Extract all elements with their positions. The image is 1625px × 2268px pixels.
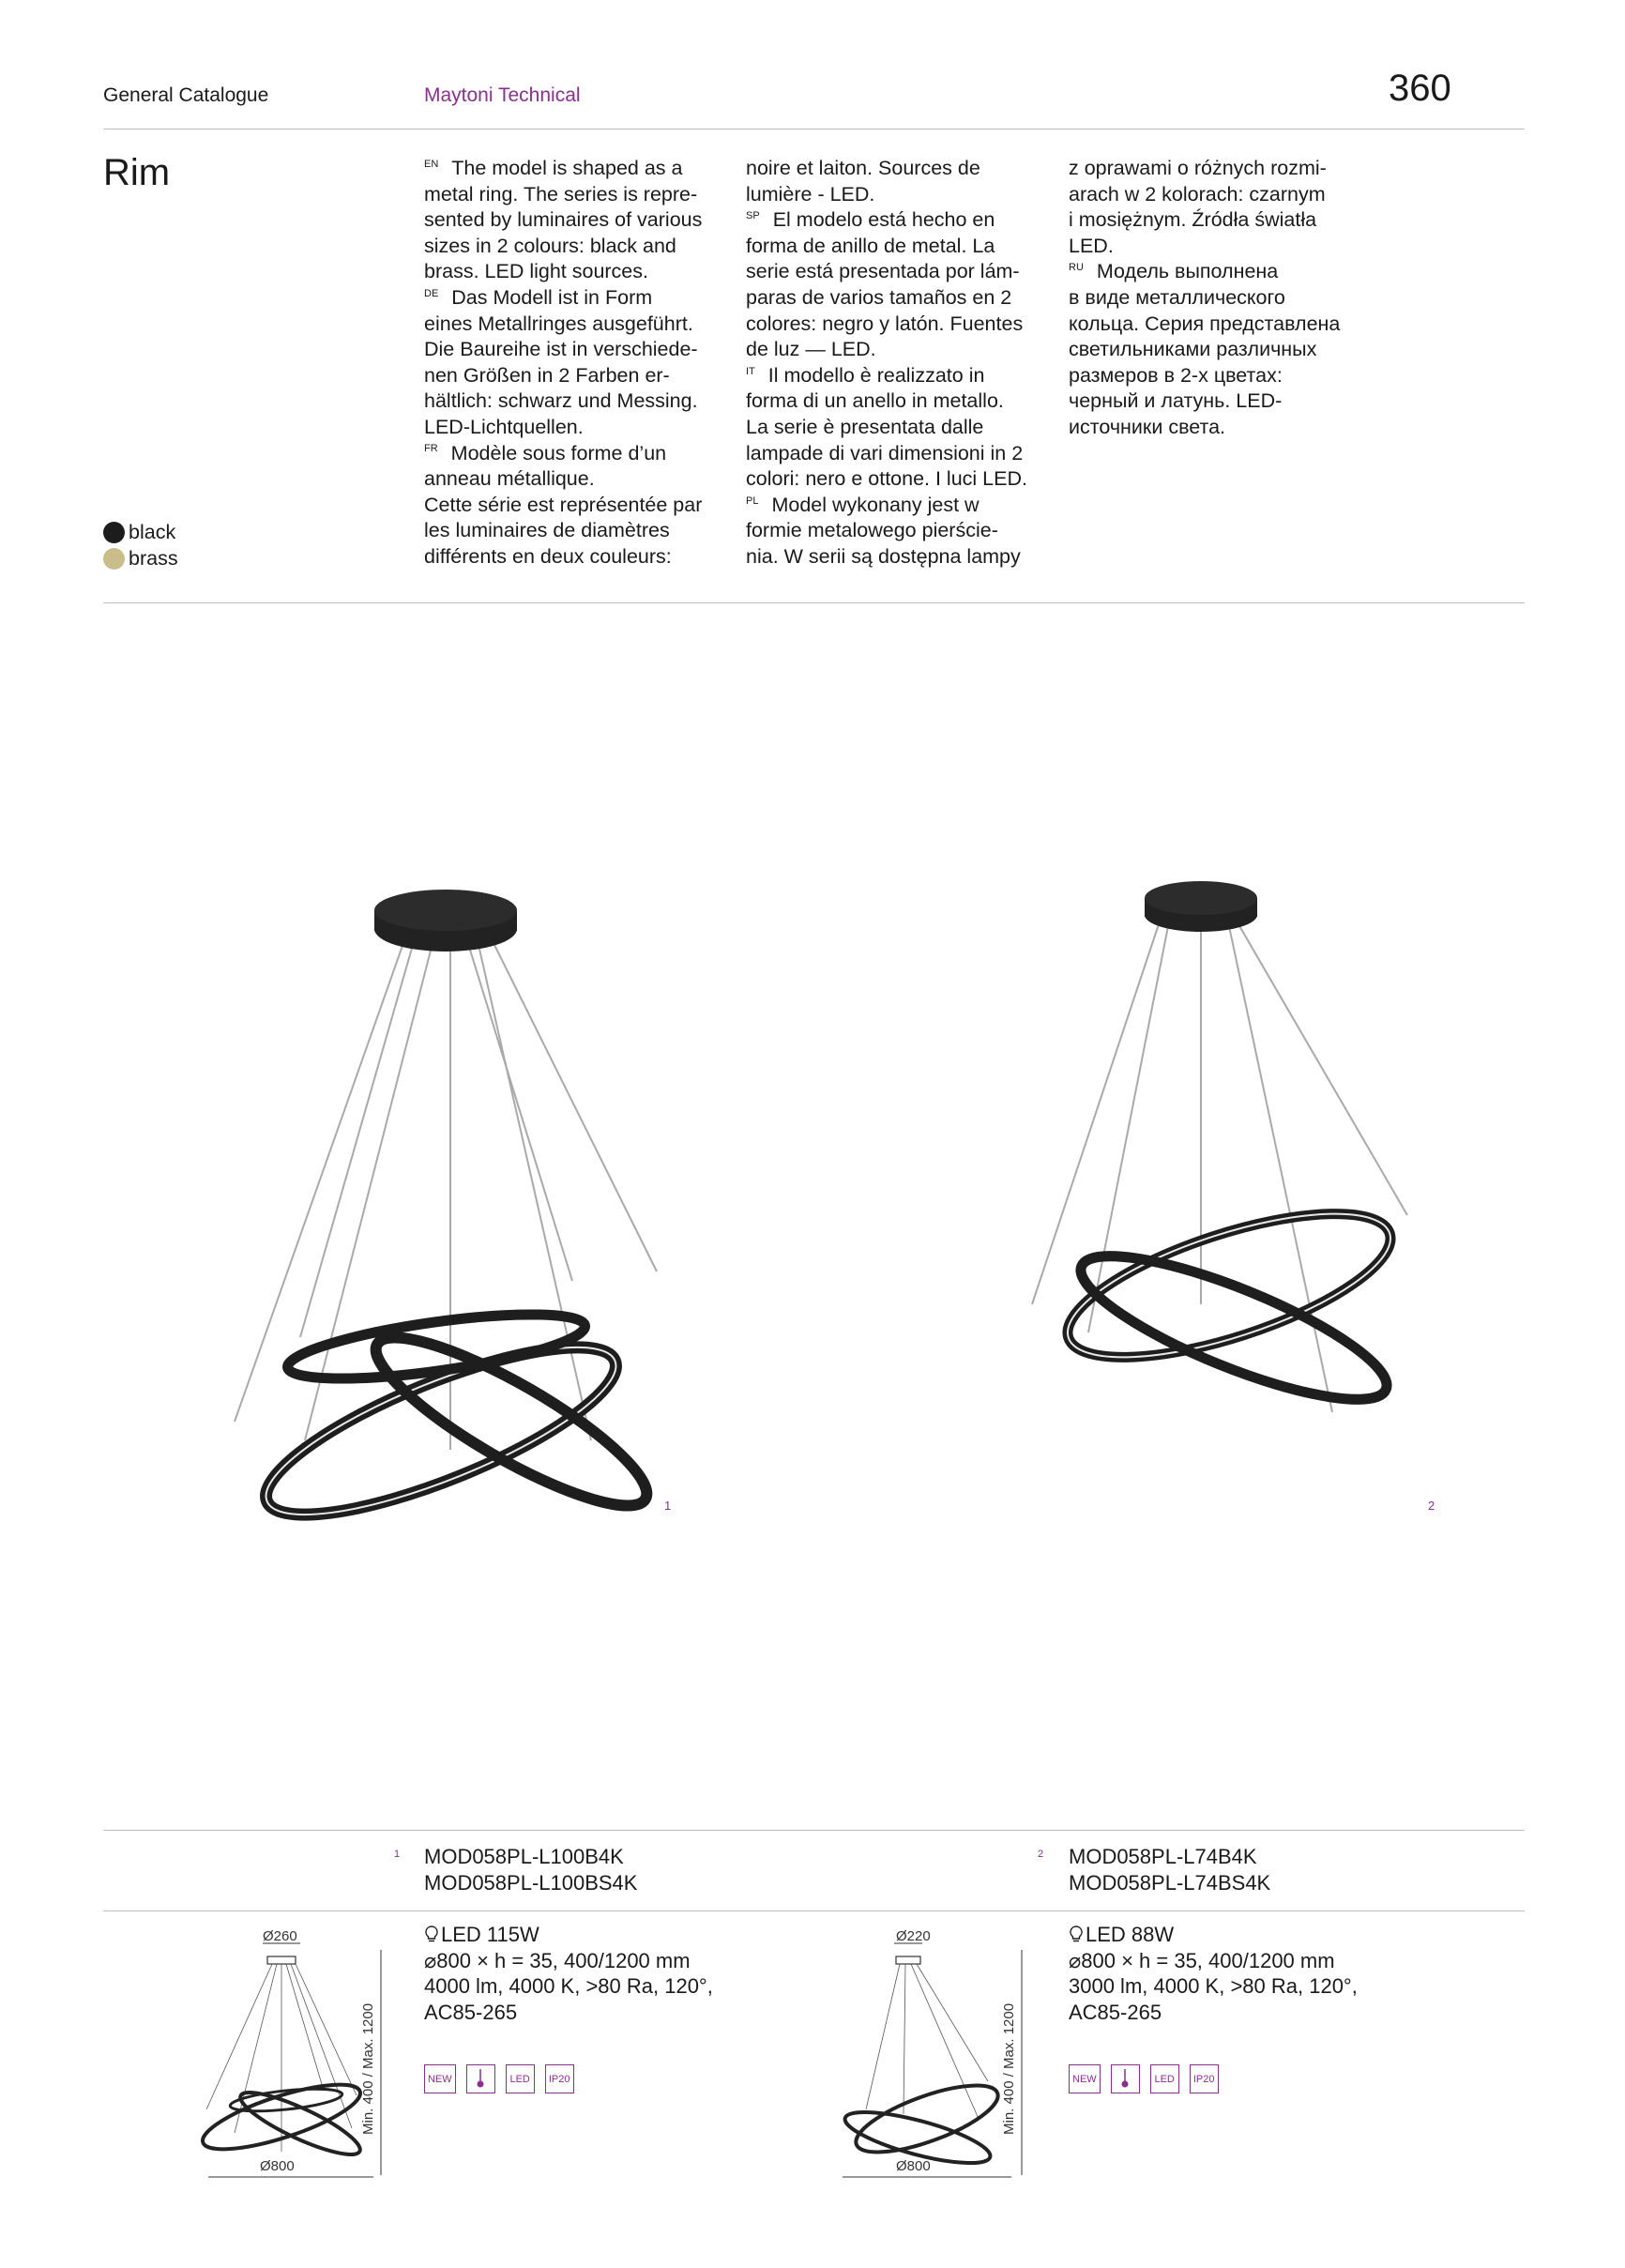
bulb-icon	[1069, 1925, 1084, 1943]
spec-dimensions: ⌀800 × h = 35, 400/1200 mm	[424, 1948, 691, 1972]
model-code: MOD058PL-L74BS4K	[1069, 1871, 1271, 1895]
description-line	[1069, 312, 1369, 338]
spec-power: LED 88W	[1069, 1922, 1358, 1948]
description-line	[424, 259, 724, 285]
description-text: Modèle sous forme d’un	[450, 441, 667, 464]
description-text: lampade di vari dimensioni in 2	[746, 441, 1024, 464]
description-text: paras de varios tamaños en 2	[746, 285, 1012, 309]
description-text: Il modello è realizzato in	[767, 363, 985, 387]
description-text: LED.	[1069, 234, 1114, 257]
description-text: les luminaires de diamètres	[424, 519, 670, 542]
description-text: colores: negro y latón. Fuentes	[746, 312, 1024, 335]
description-line	[746, 363, 1046, 389]
description-text: z oprawami o różnych rozmi-	[1069, 157, 1327, 179]
model-number-1: 1	[394, 1849, 401, 1860]
spec-block-1	[424, 1922, 713, 2025]
description-line	[1069, 207, 1369, 234]
description-column-1	[424, 156, 724, 571]
color-label: brass	[129, 547, 178, 570]
description-line	[746, 493, 1046, 519]
description-line	[746, 234, 1046, 260]
badges-1	[424, 2064, 574, 2093]
description-text: arach w 2 kolorach: czarnym	[1069, 182, 1326, 205]
description-text: formie metalowego pierście-	[746, 519, 998, 542]
spec-voltage: AC85-265	[1069, 2000, 1162, 2024]
description-line	[746, 388, 1046, 415]
description-line	[424, 156, 724, 182]
description-line	[424, 363, 724, 389]
figure-number-2: 2	[1428, 1499, 1435, 1513]
description-text: El modelo está hecho en	[772, 208, 995, 232]
section-title: Maytoni Technical	[424, 84, 581, 106]
description-line	[746, 285, 1046, 312]
bottom-diameter-label-1: Ø800	[260, 2158, 295, 2174]
description-line	[424, 388, 724, 415]
spec-lumens: 3000 lm, 4000 K, >80 Ra, 120°,	[1069, 1974, 1358, 1998]
language-tag: FR	[424, 443, 438, 455]
description-text: eines Metallringes ausgeführt.	[424, 312, 693, 335]
description-line	[424, 441, 724, 467]
color-option-brass	[103, 547, 178, 571]
model-code: MOD058PL-L74B4K	[1069, 1845, 1257, 1868]
model-codes-2	[1069, 1844, 1270, 1896]
language-tag: PL	[746, 495, 759, 507]
description-text: Модель выполнена	[1096, 260, 1279, 283]
description-line	[746, 337, 1046, 363]
brass-swatch	[103, 548, 125, 570]
description-text: forma di un anello in metallo.	[746, 389, 1004, 413]
description-line	[424, 312, 724, 338]
color-label: black	[129, 521, 176, 543]
description-line	[1069, 182, 1369, 208]
model-number-2: 2	[1038, 1849, 1044, 1860]
description-text: metal ring. The series is repre-	[424, 182, 698, 205]
spec-dimensions: ⌀800 × h = 35, 400/1200 mm	[1069, 1948, 1335, 1972]
bulb-icon	[424, 1925, 439, 1943]
description-text: noire et laiton. Sources de	[746, 157, 980, 179]
description-line	[1069, 234, 1369, 260]
description-text: serie está presentada por lám-	[746, 260, 1020, 283]
description-text: hältlich: schwarz und Messing.	[424, 389, 698, 413]
description-line	[1069, 388, 1369, 415]
page-number: 360	[1389, 68, 1451, 109]
spec-power: LED 115W	[424, 1922, 713, 1948]
description-line	[424, 234, 724, 260]
description-text: forma de anillo de metal. La	[746, 234, 995, 257]
description-column-3	[1069, 156, 1369, 441]
description-divider	[103, 602, 1525, 603]
badges-2	[1069, 2064, 1219, 2093]
description-line	[1069, 415, 1369, 441]
description-text: источники света.	[1069, 415, 1226, 438]
top-diameter-label-1: Ø260	[263, 1928, 297, 1944]
description-text: La serie è presentata dalle	[746, 415, 984, 438]
description-line	[424, 518, 724, 544]
description-line	[424, 415, 724, 441]
description-line	[746, 441, 1046, 467]
ip20-badge: IP20	[545, 2064, 574, 2093]
description-column-2	[746, 156, 1046, 571]
product-title: Rim	[103, 152, 171, 193]
spec-lumens: 4000 lm, 4000 K, >80 Ra, 120°,	[424, 1974, 713, 1998]
language-tag: IT	[746, 365, 755, 377]
description-line	[746, 544, 1046, 571]
models-divider	[103, 1910, 1525, 1911]
figure-number-1: 1	[664, 1499, 672, 1513]
language-tag: RU	[1069, 262, 1084, 274]
description-text: Cette série est représentée par	[424, 493, 703, 516]
description-text: в виде металлического	[1069, 285, 1285, 309]
description-text: Das Modell ist in Form	[451, 285, 653, 309]
description-line	[746, 312, 1046, 338]
spec-voltage: AC85-265	[424, 2000, 518, 2024]
description-line	[746, 466, 1046, 493]
pendant-dot-icon	[1111, 2064, 1140, 2093]
description-line	[1069, 285, 1369, 312]
language-tag: DE	[424, 287, 439, 299]
model-code: MOD058PL-L100B4K	[424, 1845, 624, 1868]
description-text: i mosiężnym. Źródła światła	[1069, 208, 1317, 232]
description-text: brass. LED light sources.	[424, 260, 648, 283]
description-line	[1069, 156, 1369, 182]
description-line	[424, 544, 724, 571]
model-code: MOD058PL-L100BS4K	[424, 1871, 638, 1895]
description-text: LED-Lichtquellen.	[424, 415, 584, 438]
description-line	[746, 156, 1046, 182]
description-text: размеров в 2-х цветах:	[1069, 363, 1283, 387]
language-tag: SP	[746, 210, 760, 222]
description-line	[746, 518, 1046, 544]
description-line	[746, 182, 1046, 208]
product-photo-2	[976, 859, 1445, 1515]
description-line	[746, 415, 1046, 441]
model-codes-1	[424, 1844, 637, 1896]
spec-block-2	[1069, 1922, 1358, 2025]
description-line	[746, 207, 1046, 234]
led-badge: LED	[506, 2064, 535, 2093]
description-text: черный и латунь. LED-	[1069, 389, 1283, 413]
language-tag: EN	[424, 158, 439, 170]
models-top-divider	[103, 1830, 1525, 1831]
description-text: Die Baureihe ist in verschiede-	[424, 338, 698, 361]
description-text: lumière - LED.	[746, 182, 875, 205]
description-text: anneau métallique.	[424, 467, 595, 491]
description-text: sented by luminaires of various	[424, 208, 703, 232]
description-text: colori: nero e ottone. I luci LED.	[746, 467, 1027, 491]
ip20-badge: IP20	[1190, 2064, 1219, 2093]
new-badge: NEW	[1069, 2064, 1101, 2093]
description-line	[1069, 363, 1369, 389]
description-text: Model wykonany jest w	[771, 493, 980, 516]
height-label-1: Min. 400 / Max. 1200	[360, 2002, 376, 2135]
description-line	[746, 259, 1046, 285]
description-line	[424, 337, 724, 363]
description-line	[424, 493, 724, 519]
height-label-2: Min. 400 / Max. 1200	[1001, 2002, 1017, 2135]
description-text: светильниками различных	[1069, 338, 1317, 361]
description-line	[1069, 259, 1369, 285]
led-badge: LED	[1150, 2064, 1179, 2093]
description-text: de luz — LED.	[746, 338, 876, 361]
bottom-diameter-label-2: Ø800	[896, 2158, 931, 2174]
description-text: différents en deux couleurs:	[424, 544, 672, 568]
top-diameter-label-2: Ø220	[896, 1928, 931, 1944]
description-line	[424, 207, 724, 234]
description-line	[1069, 337, 1369, 363]
description-line	[424, 285, 724, 312]
description-text: кольца. Серия представлена	[1069, 312, 1341, 335]
description-text: The model is shaped as a	[451, 157, 683, 179]
description-text: sizes in 2 colours: black and	[424, 234, 676, 257]
description-line	[424, 466, 724, 493]
description-text: nia. W serii są dostępna lampy	[746, 544, 1021, 568]
color-option-black	[103, 521, 175, 544]
new-badge: NEW	[424, 2064, 456, 2093]
description-text: nen Größen in 2 Farben er-	[424, 363, 670, 387]
black-swatch	[103, 522, 125, 543]
pendant-dot-icon	[466, 2064, 495, 2093]
description-line	[424, 182, 724, 208]
catalogue-title: General Catalogue	[103, 84, 269, 106]
product-photo-1	[216, 877, 685, 1534]
